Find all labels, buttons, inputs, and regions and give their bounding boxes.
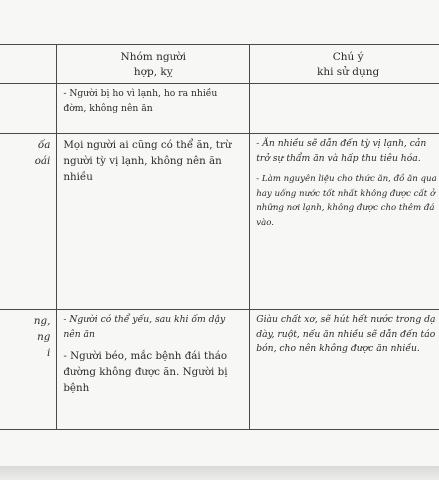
table-row (0, 134, 439, 310)
group-cell (57, 84, 250, 134)
table-header-row (0, 45, 439, 84)
page-bottom-edge (0, 466, 439, 480)
header-cut-cell (0, 45, 57, 84)
left-fragment-cell (0, 134, 57, 310)
group-cell (57, 134, 250, 310)
table-row (0, 84, 439, 134)
left-fragment-text: ốa (37, 139, 51, 151)
header-group-cell (57, 45, 250, 84)
note-text: - Làm nguyên liệu cho thức ăn, đồ ăn qua hay uống nước tốt nhất không được cất ở những nơi lạnh, không được cho thêm đá vào. (256, 174, 437, 228)
header-group-line1: Nhóm người (120, 51, 187, 63)
table-row (0, 310, 439, 430)
left-fragment-cell (0, 84, 57, 134)
left-fragment-text: oái (34, 155, 51, 167)
header-note-line1: Chú ý (332, 51, 364, 63)
note-cell (250, 84, 439, 134)
note-text: - Ăn nhiều sẽ dẫn đến tỳ vị lạnh, cản trở sự thẩm ăn và hấp thu tiêu hóa. (256, 138, 427, 164)
group-cell (57, 310, 250, 430)
left-fragment-text: ng (37, 331, 51, 343)
header-note-cell (250, 45, 439, 84)
header-group-line2: hợp, kỵ (133, 66, 173, 78)
note-cell (250, 310, 439, 430)
left-fragment-cell (0, 310, 57, 430)
group-text: - Người có thể yếu, sau khi ốm dậy nên ăn (63, 314, 226, 340)
header-note-line2: khi sử dụng (316, 66, 380, 78)
group-text: - Người bị ho vì lạnh, ho ra nhiều đờm, không nên ăn (63, 88, 218, 114)
group-text: Mọi người ai cũng có thể ăn, trừ người tỳ vị lạnh, không nên ăn nhiều (63, 139, 232, 183)
left-fragment-text: ng, (33, 315, 51, 327)
food-notes-table (0, 44, 439, 430)
group-text: - Người béo, mắc bệnh đái tháo đường không được ăn. Người bị bệnh (63, 350, 228, 394)
left-fragment-text: i (47, 347, 51, 359)
note-text: Giàu chất xơ, sẽ hút hết nước trong dạ dày, ruột, nếu ăn nhiều sẽ dẫn đến táo bón, cho nên không được ăn nhiều. (256, 314, 436, 354)
note-cell (250, 134, 439, 310)
